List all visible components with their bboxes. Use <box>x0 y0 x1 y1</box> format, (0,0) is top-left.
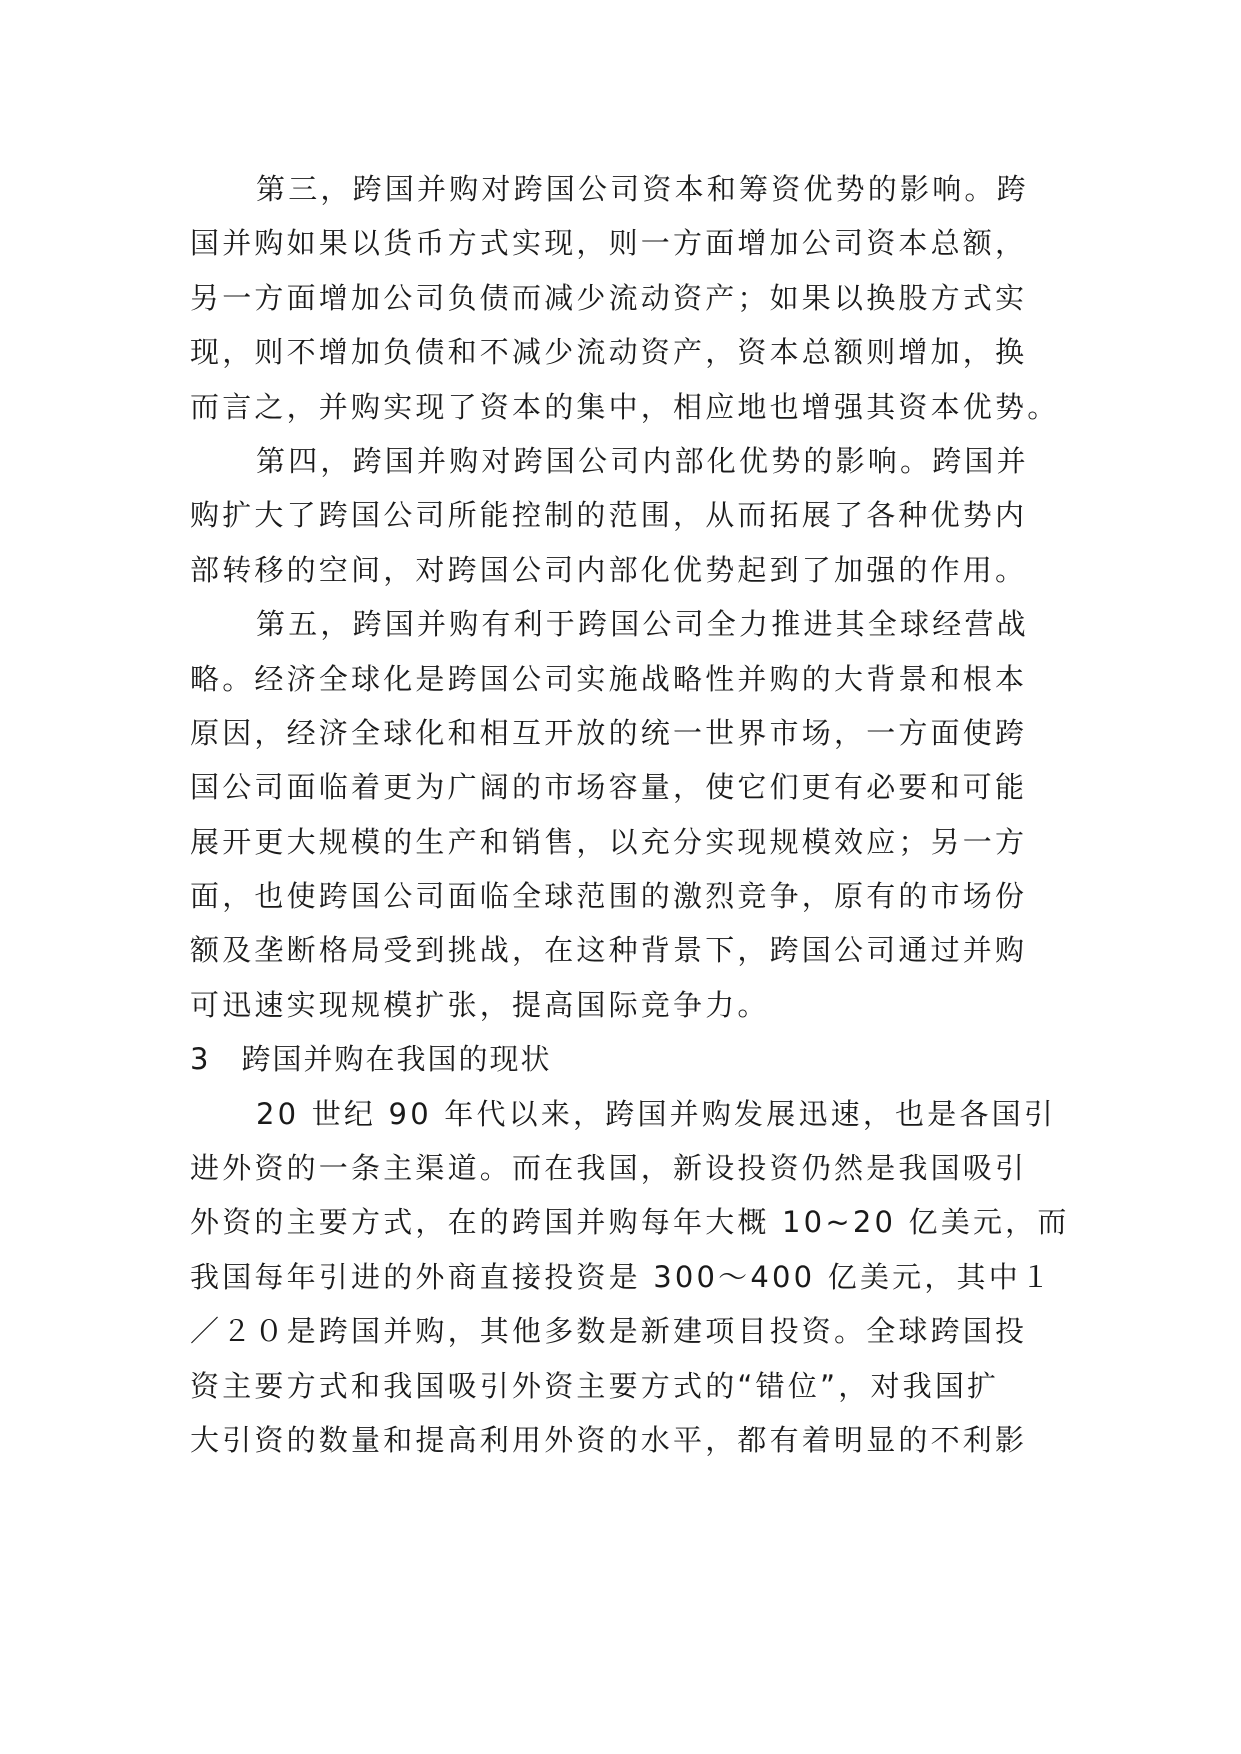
text-line: 资主要方式和我国吸引外资主要方式的“错位”，对我国扩 <box>190 1368 1000 1403</box>
text-line: 大引资的数量和提高利用外资的水平，都有着明显的不利影 <box>190 1422 1028 1457</box>
text-line: 略。经济全球化是跨国公司实施战略性并购的大背景和根本 <box>190 661 1028 696</box>
section-heading: 3 跨国并购在我国的现状 <box>190 1042 552 1077</box>
text-line: 面，也使跨国公司面临全球范围的激烈竞争，原有的市场份 <box>190 879 1028 914</box>
text-line: 第三，跨国并购对跨国公司资本和筹资优势的影响。跨 <box>256 172 1029 206</box>
text-line: 展开更大规模的生产和销售，以充分实现规模效应；另一方 <box>190 824 1028 859</box>
text-line: 第五，跨国并购有利于跨国公司全力推进其全球经营战 <box>256 607 1029 642</box>
text-line: 可迅速实现规模扩张，提高国际竞争力。 <box>190 987 770 1022</box>
text-line: 另一方面增加公司负债而减少流动资产；如果以换股方式实 <box>190 280 1028 315</box>
text-line: 国并购如果以货币方式实现，则一方面增加公司资本总额， <box>190 226 1028 261</box>
text-line: 部转移的空间，对跨国公司内部化优势起到了加强的作用。 <box>190 552 1028 587</box>
text-line: 外资的主要方式，在的跨国并购每年大概 10~20 亿美元，而 <box>190 1205 1070 1240</box>
text-line: 20 世纪 90 年代以来，跨国并购发展迅速，也是各国引 <box>256 1096 1057 1131</box>
text-line: 国公司面临着更为广阔的市场容量，使它们更有必要和可能 <box>190 770 1028 805</box>
text-line: ／２０是跨国并购，其他多数是新建项目投资。全球跨国投 <box>190 1314 1028 1349</box>
text-line: 额及垄断格局受到挑战，在这种背景下，跨国公司通过并购 <box>190 933 1028 968</box>
body-text <box>190 162 1070 1467</box>
text-line: 原因，经济全球化和相互开放的统一世界市场，一方面使跨 <box>190 715 1028 750</box>
text-line: 现，则不增加负债和不减少流动资产，资本总额则增加，换 <box>190 335 1028 370</box>
text-line: 购扩大了跨国公司所能控制的范围，从而拓展了各种优势内 <box>190 498 1028 533</box>
text-line: 第四，跨国并购对跨国公司内部化优势的影响。跨国并 <box>256 443 1029 478</box>
text-line: 进外资的一条主渠道。而在我国，新设投资仍然是我国吸引 <box>190 1151 1028 1186</box>
text-line: 我国每年引进的外商直接投资是 300～400 亿美元，其中１ <box>190 1259 1054 1294</box>
text-line: 而言之，并购实现了资本的集中，相应地也增强其资本优势。 <box>190 389 1060 424</box>
